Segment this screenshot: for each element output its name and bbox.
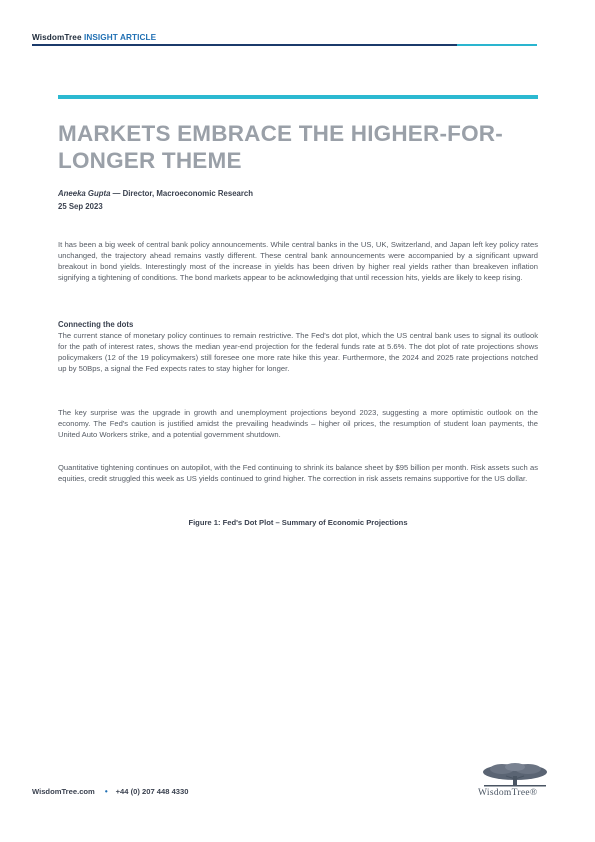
author-name: Aneeka Gupta bbox=[58, 189, 111, 198]
paragraph-qt: Quantitative tightening continues on autopilot, with the Fed continuing to shrink its balance sheet by $95 billion per month. Risk assets such as equities, credit struggled this week as US yields continued to grind higher. The correction in risk assets remains supportive for the US dollar. bbox=[58, 463, 538, 483]
paragraph-dot-plot: The current stance of monetary policy continues to remain restrictive. The Fed's dot plot, which the US central bank uses to signal its outlook for the path of interest rates, shows the median year-end projection for the federal funds rate at 5.6%. The dot plot of rate projections shows policymakers (12 of the 19 policymakers) still foresee one more rate hike this year. Furthermore, the 2024 and 2025 rate projections notched up by 50Bps, a signal the Fed expects rates to stay higher for longer. bbox=[58, 331, 538, 373]
publish-date: 25 Sep 2023 bbox=[58, 202, 103, 211]
wisdomtree-logo bbox=[470, 762, 562, 804]
byline bbox=[58, 187, 253, 213]
footer-website-link[interactable]: WisdomTree.com bbox=[32, 787, 95, 796]
logo-wordmark: WisdomTree® bbox=[478, 788, 538, 798]
header-article-type: INSIGHT ARTICLE bbox=[83, 33, 157, 42]
footer-phone: +44 (0) 207 448 4330 bbox=[115, 787, 189, 796]
document-header bbox=[32, 33, 156, 42]
figure-caption: Figure 1: Fed's Dot Plot – Summary of Economic Projections bbox=[188, 518, 408, 527]
paragraph-intro: It has been a big week of central bank policy announcements. While central banks in the US, UK, Switzerland, and Japan left key policy rates unchanged, the trajectory ahead remains vastly different. These central bank announcements were accompanied by a significant upward breakout in bond yields. Interestingly most of the increase in yields has been driven by higher real yields rather than breakeven inflation signifying a tightening of conditions. The bond markets appear to be acknowledging that until recession hits, yields are likely to keep rising. bbox=[58, 240, 538, 282]
title-accent-bar bbox=[58, 95, 538, 99]
paragraph-surprise: The key surprise was the upgrade in growth and unemployment projections beyond 2023, suggesting a more optimistic outlook on the economy. The Fed's caution is justified amidst the prevailing headwinds – higher oil prices, the resumption of student loan payments, the United Auto Workers strike, and a potential government shutdown. bbox=[58, 408, 538, 439]
footer-separator: • bbox=[104, 787, 108, 796]
footer-contact bbox=[32, 787, 188, 796]
subheading: Connecting the dots bbox=[58, 320, 134, 329]
author-role: — Director, Macroeconomic Research bbox=[110, 189, 254, 198]
tree-logo-icon bbox=[480, 762, 550, 788]
article-title: MARKETS EMBRACE THE HIGHER-FOR-LONGER THEME bbox=[58, 121, 503, 173]
header-brand: WisdomTree bbox=[32, 33, 82, 42]
header-rule bbox=[32, 44, 537, 46]
